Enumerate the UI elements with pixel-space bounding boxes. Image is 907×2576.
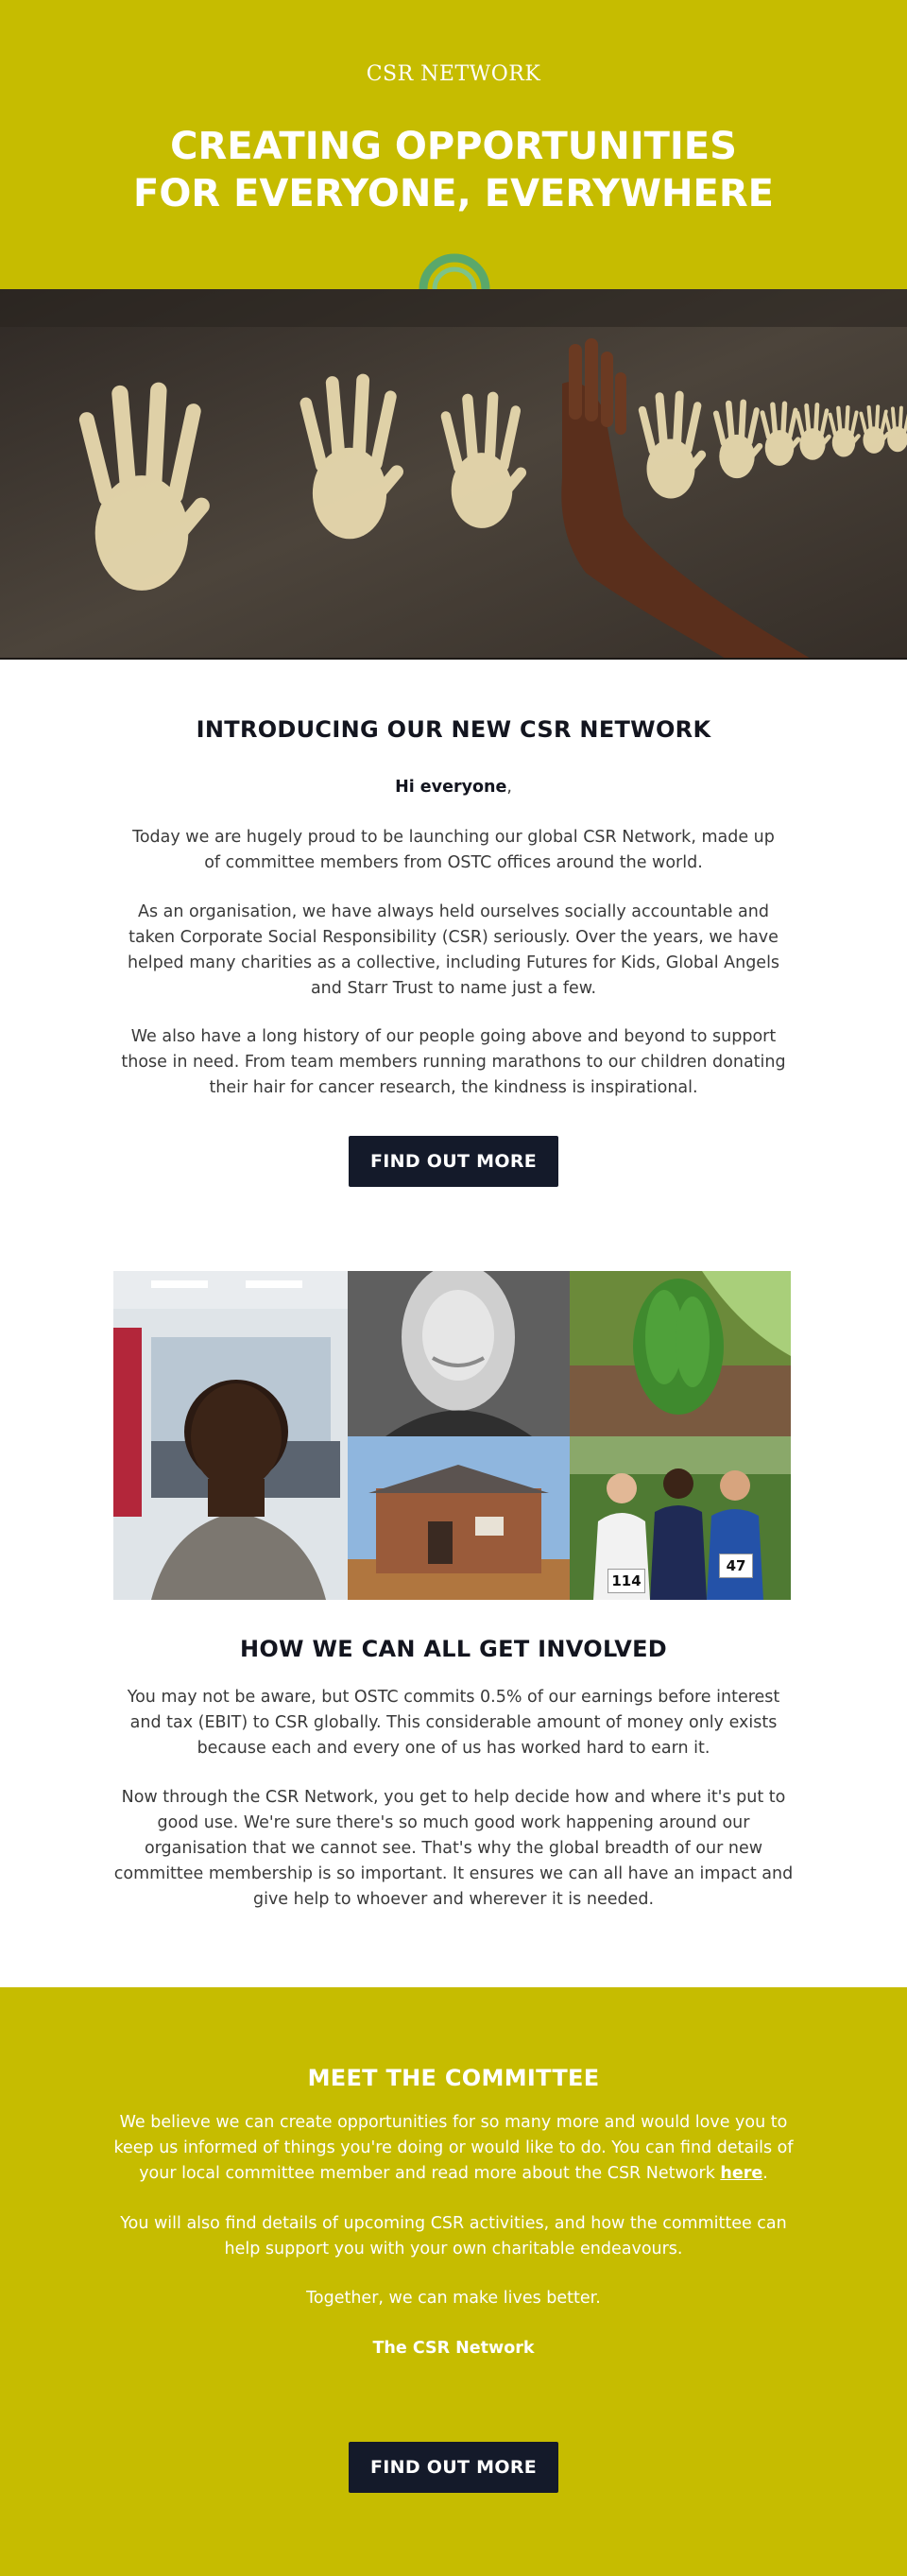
photo-runners — [570, 1436, 791, 1600]
photo-gym-portrait — [113, 1271, 348, 1600]
logo-arc-icon — [416, 248, 493, 289]
intro-section — [0, 660, 907, 1245]
committee-paragraph-1-text: We believe we can create opportunities for so many more and would love you to keep us informed of things you're doing or would like to do. You can find details of your local committee member and read more about the CSR Network — [113, 2113, 794, 2183]
committee-paragraph-1 — [111, 2110, 796, 2187]
committee-paragraph-3: Together, we can make lives better. — [306, 2289, 601, 2308]
headline-line-1: CREATING OPPORTUNITIES — [170, 125, 737, 168]
photo-building — [348, 1436, 570, 1600]
find-out-more-button[interactable]: FIND OUT MORE — [349, 1136, 558, 1187]
committee-title: MEET THE COMMITTEE — [307, 2065, 600, 2091]
find-out-more-button-footer[interactable]: FIND OUT MORE — [349, 2442, 558, 2493]
involved-paragraph-2: Now through the CSR Network, you get to help decide how and where it's put to good use. We're sure there's so much good work happening around our organisation that we cannot see. That's why the global breadth of our new committee membership is so important. It ensures we can all have an impact and give help to whoever and wherever it is needed. — [113, 1788, 794, 1909]
hero-handprints-image — [0, 289, 907, 660]
photo-collage — [113, 1271, 791, 1600]
race-bib-2: 47 — [719, 1554, 753, 1578]
committee-section — [0, 1987, 907, 2576]
headline-line-2: FOR EVERYONE, EVERYWHERE — [133, 172, 774, 215]
intro-paragraph-2: As an organisation, we have always held ourselves socially accountable and taken Corporate Social Responsibility (CSR) seriously. Over the years, we have helped many charities as a collective, including Futures for Kids, Global Angels and Starr Trust to name just a few. — [127, 902, 780, 998]
greeting-punct: , — [506, 778, 512, 797]
committee-paragraph-1-end: . — [762, 2164, 768, 2183]
involved-title: HOW WE CAN ALL GET INVOLVED — [239, 1636, 668, 1662]
photo-bananas — [570, 1271, 791, 1436]
intro-paragraph-1: Today we are hugely proud to be launching our global CSR Network, made up of committee members from OSTC offices around the world. — [132, 828, 775, 872]
greeting — [113, 775, 794, 800]
race-bib-1: 114 — [608, 1569, 645, 1593]
involved-paragraph-1: You may not be aware, but OSTC commits 0.5% of our earnings before interest and tax (EBIT) to CSR globally. This considerable amount of money only exists because each and every one of us has worked hard to earn it. — [127, 1688, 780, 1758]
photo-woman-portrait — [348, 1271, 570, 1436]
signoff: The CSR Network — [372, 2339, 535, 2358]
header-banner — [0, 0, 907, 289]
headline — [0, 123, 907, 217]
greeting-name: Hi everyone — [395, 778, 507, 797]
involved-section — [0, 1600, 907, 1987]
brand-wordmark: CSR NETWORK — [366, 62, 541, 86]
committee-paragraph-2: You will also find details of upcoming CSR activities, and how the committee can help support you with your own charitable endeavours. — [120, 2214, 787, 2258]
intro-paragraph-3: We also have a long history of our people going above and beyond to support those in need. From team members running marathons to our children donating their hair for cancer research, the kindness is inspirational. — [121, 1027, 786, 1097]
intro-title: INTRODUCING OUR NEW CSR NETWORK — [196, 716, 711, 743]
here-link[interactable]: here — [720, 2164, 763, 2183]
